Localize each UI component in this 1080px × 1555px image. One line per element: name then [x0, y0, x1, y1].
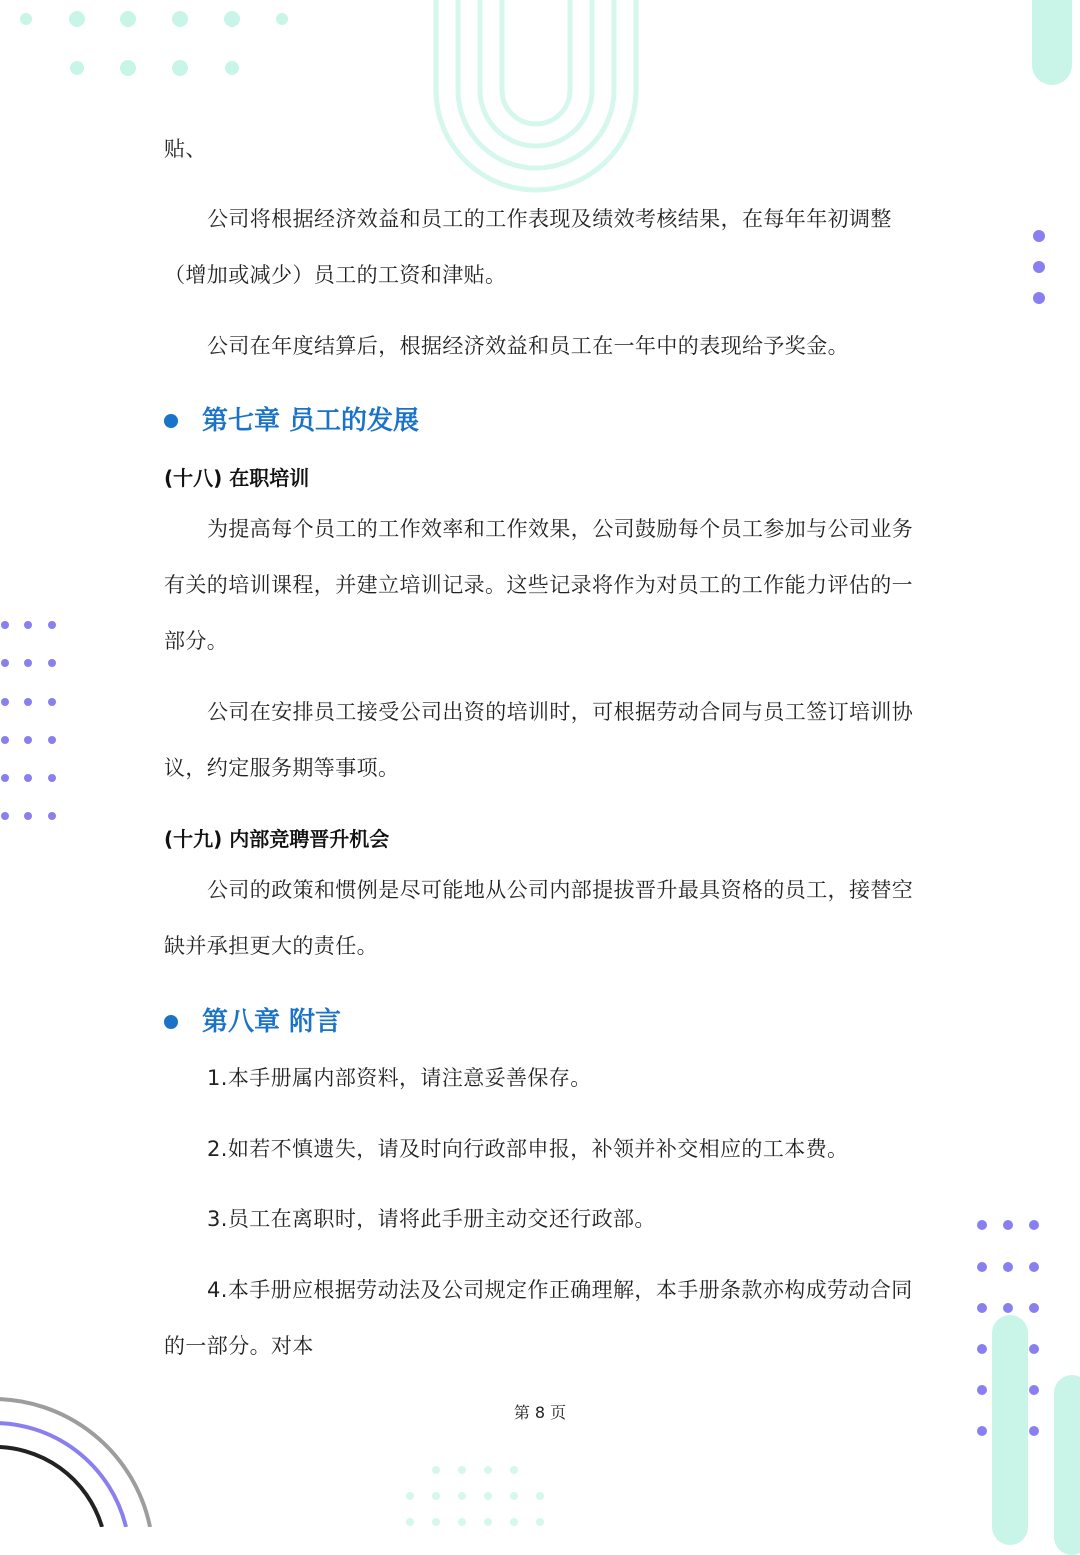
decor-top-left-dots	[0, 0, 320, 90]
paragraph-line: 议，约定服务期等事项。	[164, 756, 400, 780]
paragraph-line: 为提高每个员工的工作效率和工作效果，公司鼓励每个员工参加与公司业务	[207, 517, 914, 541]
paragraph-line: 3.员工在离职时，请将此手册主动交还行政部。	[207, 1207, 656, 1231]
paragraph-line: 部分。	[164, 629, 229, 653]
paragraph-line: 缺并承担更大的责任。	[164, 934, 378, 958]
paragraph-line: （增加或减少）员工的工资和津贴。	[164, 263, 507, 287]
chapter-bullet-icon	[164, 1015, 178, 1029]
paragraph-line: 4.本手册应根据劳动法及公司规定作正确理解，本手册条款亦构成劳动合同	[207, 1278, 913, 1302]
decor-bottom-center-dots	[400, 1460, 560, 1530]
decor-left-dot-grid	[0, 615, 70, 825]
paragraph-line: 1.本手册属内部资料，请注意妥善保存。	[207, 1066, 592, 1090]
decor-top-arches	[430, 0, 650, 200]
page-number: 第 8 页	[513, 1403, 567, 1422]
paragraph-line: 有关的培训课程，并建立培训记录。这些记录将作为对员工的工作能力评估的一	[164, 573, 913, 597]
chapter-bullet-icon	[164, 414, 178, 428]
chapter-title: 第八章 附言	[202, 1007, 342, 1037]
decor-right-dots	[1029, 226, 1049, 316]
paragraph-line: 公司在安排员工接受公司出资的培训时，可根据劳动合同与员工签订培训协	[207, 700, 914, 724]
paragraph-line: 的一部分。对本	[164, 1334, 314, 1358]
chapter-heading-8	[164, 1009, 341, 1035]
decor-top-right-pill	[1032, 0, 1072, 85]
paragraph-line: 公司的政策和惯例是尽可能地从公司内部提拔晋升最具资格的员工，接替空	[207, 878, 914, 902]
section-heading-18: (十八) 在职培训	[164, 466, 310, 490]
paragraph-line: 公司在年度结算后，根据经济效益和员工在一年中的表现给予奖金。	[207, 334, 849, 358]
paragraph-line: 贴、	[164, 137, 207, 161]
paragraph-line: 2.如若不慎遗失，请及时向行政部申报，补领并补交相应的工本费。	[207, 1137, 849, 1161]
paragraph-line: 公司将根据经济效益和员工的工作表现及绩效考核结果，在每年年初调整	[207, 207, 892, 231]
chapter-title: 第七章 员工的发展	[202, 406, 420, 436]
section-heading-19: (十九) 内部竞聘晋升机会	[164, 827, 390, 851]
chapter-heading-7	[164, 408, 419, 434]
